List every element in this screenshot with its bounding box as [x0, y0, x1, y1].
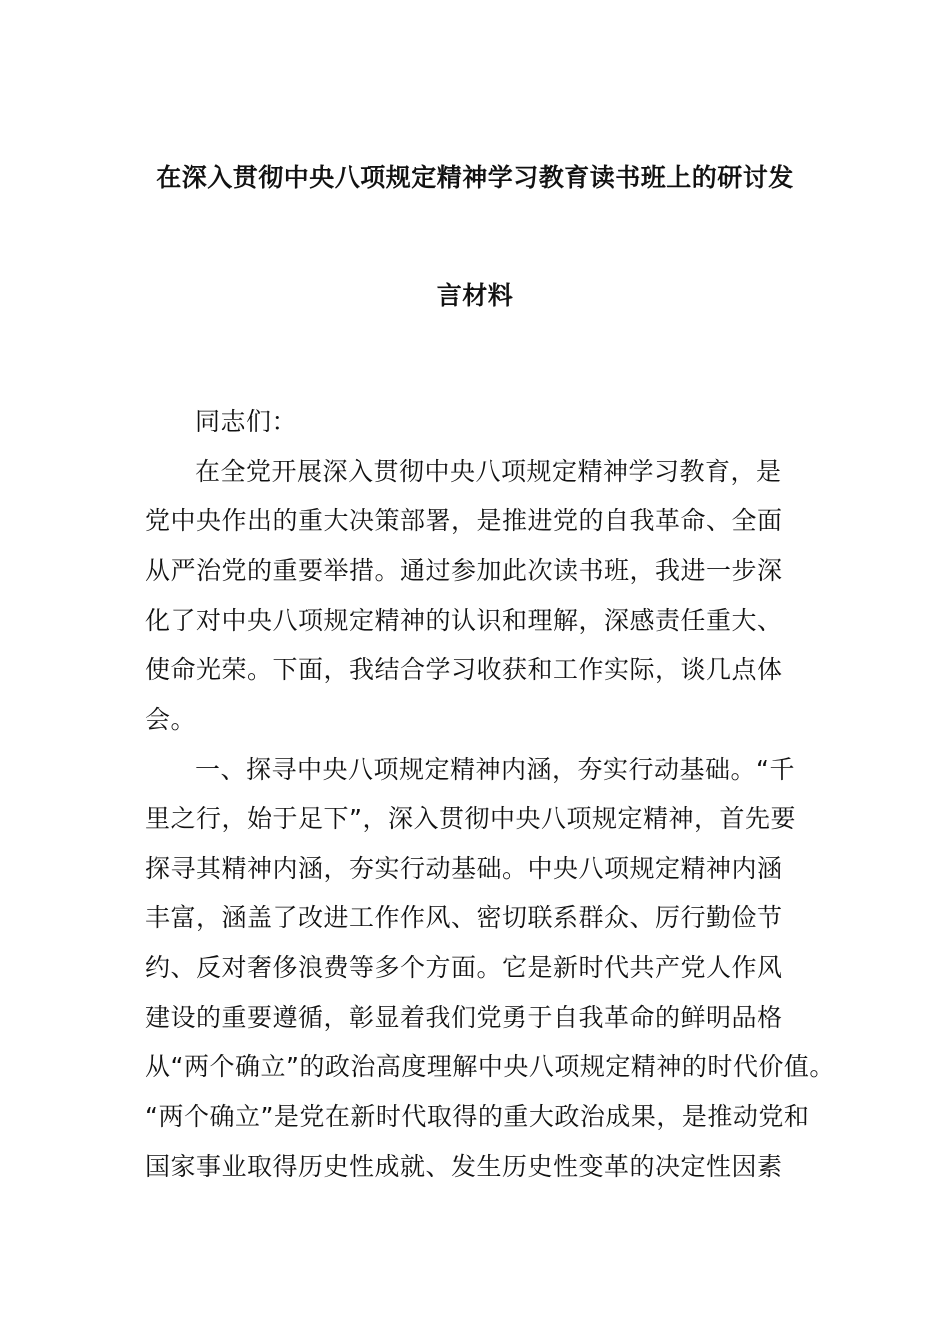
paragraph-1-line-1: 在全党开展深入贯彻中央八项规定精神学习教育，是: [195, 457, 782, 486]
paragraph-2-line-2: 里之行，始于足下”，深入贯彻中央八项规定精神，首先要: [145, 804, 796, 833]
document-title-line-1: 在深入贯彻中央八项规定精神学习教育读书班上的研讨发: [156, 163, 794, 192]
document-title-line-2: 言材料: [436, 281, 514, 310]
paragraph-2-line-6: 建设的重要遵循，彰显着我们党勇于自我革命的鲜明品格: [145, 1003, 783, 1032]
paragraph-2-line-9: 国家事业取得历史性成就、发生历史性变革的决定性因素: [145, 1152, 783, 1181]
salutation: 同志们：: [195, 407, 298, 436]
paragraph-2-line-1: 一、探寻中央八项规定精神内涵，夯实行动基础。“千: [195, 755, 795, 784]
paragraph-2-line-4: 丰富，涵盖了改进工作作风、密切联系群众、厉行勤俭节: [145, 903, 783, 932]
paragraph-1-line-4: 化了对中央八项规定精神的认识和理解，深感责任重大、: [145, 606, 783, 635]
paragraph-2-line-7: 从“两个确立”的政治高度理解中央八项规定精神的时代价值。: [145, 1052, 835, 1081]
paragraph-1-line-6: 会。: [145, 705, 197, 734]
paragraph-1-line-3: 从严治党的重要举措。通过参加此次读书班，我进一步深: [145, 556, 783, 585]
paragraph-2-line-8: “两个确立”是党在新时代取得的重大政治成果，是推动党和: [145, 1102, 810, 1131]
paragraph-2-line-5: 约、反对奢侈浪费等多个方面。它是新时代共产党人作风: [145, 953, 783, 982]
paragraph-2-line-3: 探寻其精神内涵，夯实行动基础。中央八项规定精神内涵: [145, 854, 783, 883]
paragraph-1-line-2: 党中央作出的重大决策部署，是推进党的自我革命、全面: [145, 506, 783, 535]
paragraph-1-line-5: 使命光荣。下面，我结合学习收获和工作实际，谈几点体: [145, 655, 783, 684]
